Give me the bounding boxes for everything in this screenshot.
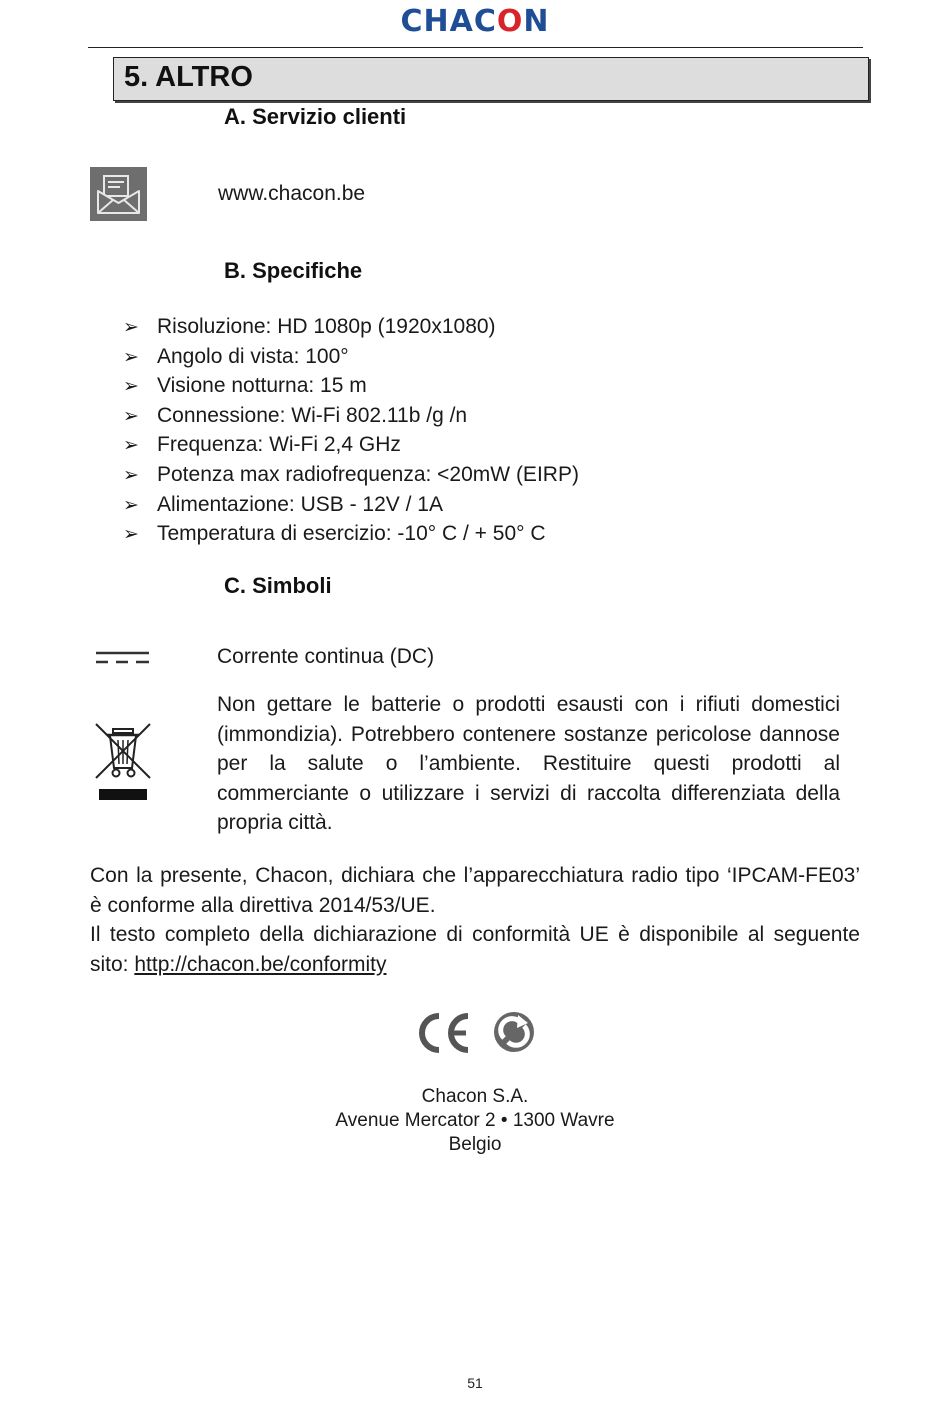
logo-suffix: N — [523, 4, 550, 39]
spec-item — [123, 430, 579, 460]
dc-symbol-icon — [95, 650, 150, 671]
page-number: 51 — [467, 1375, 483, 1391]
spec-item — [123, 312, 579, 342]
spec-text: Alimentazione: USB - 12V / 1A — [157, 492, 443, 516]
address-street: Avenue Mercator 2 • 1300 Wavre — [335, 1110, 615, 1131]
full-text-paragraph — [90, 920, 860, 979]
chacon-logo — [0, 4, 950, 39]
weee-bin-icon — [94, 722, 152, 809]
bullet-arrow-icon: ➢ — [123, 524, 139, 546]
bullet-arrow-icon: ➢ — [123, 464, 139, 486]
spec-item — [123, 519, 579, 549]
bullet-arrow-icon: ➢ — [123, 435, 139, 457]
spec-text: Angolo di vista: 100° — [157, 344, 349, 368]
specs-heading: B. Specifiche — [224, 258, 363, 283]
weee-text: Non gettare le batterie o prodotti esausti con i rifiuti domestici (immondizia). Potrebbero contenere sostanze pericolose dannose per la salute o l’ambiente. Restituire questi prodotti al commerciante o utilizzare i servizi di raccolta differenziata della propria città. — [217, 693, 840, 835]
spec-item — [123, 460, 579, 490]
ce-mark-icon — [414, 1012, 472, 1059]
spec-item — [123, 371, 579, 401]
spec-item — [123, 401, 579, 431]
spec-item — [123, 490, 579, 520]
logo-o: O — [496, 4, 524, 39]
bullet-arrow-icon: ➢ — [123, 346, 139, 368]
recycle-mark-icon — [492, 1010, 536, 1059]
specs-list — [123, 312, 579, 549]
address-company: Chacon S.A. — [421, 1086, 529, 1107]
symbols-heading: C. Simboli — [224, 573, 332, 598]
mail-icon — [90, 167, 147, 221]
service-url: www.chacon.be — [218, 182, 366, 205]
bullet-arrow-icon: ➢ — [123, 494, 139, 516]
bullet-arrow-icon: ➢ — [123, 405, 139, 427]
service-heading: A. Servizio clienti — [224, 104, 407, 129]
logo-prefix: CHAC — [400, 4, 497, 39]
dc-text: Corrente continua (DC) — [217, 645, 435, 668]
spec-item — [123, 342, 579, 372]
spec-text: Visione notturna: 15 m — [157, 374, 367, 398]
section-title: 5. ALTRO — [124, 61, 253, 93]
address-country: Belgio — [448, 1134, 502, 1155]
spec-text: Temperatura di esercizio: -10° C / + 50° C — [157, 522, 546, 546]
spec-text: Frequenza: Wi-Fi 2,4 GHz — [157, 433, 401, 457]
conformity-link[interactable]: http://chacon.be/conformity — [134, 952, 387, 976]
spec-text: Risoluzione: HD 1080p (1920x1080) — [157, 315, 496, 338]
spec-text: Potenza max radiofrequenza: <20mW (EIRP) — [157, 462, 579, 486]
header-rule — [88, 47, 863, 48]
bullet-arrow-icon: ➢ — [123, 376, 139, 398]
bullet-arrow-icon: ➢ — [123, 317, 139, 338]
declaration-text: Con la presente, Chacon, dichiara che l’apparecchiatura radio tipo ‘IPCAM-FE03’ è conforme alla direttiva 2014/53/UE. — [90, 864, 860, 917]
spec-text: Connessione: Wi-Fi 802.11b /g /n — [157, 403, 468, 427]
full-text-prefix: Il testo completo della dichiarazione di conformità UE è disponibile al seguente sito: — [90, 923, 860, 976]
